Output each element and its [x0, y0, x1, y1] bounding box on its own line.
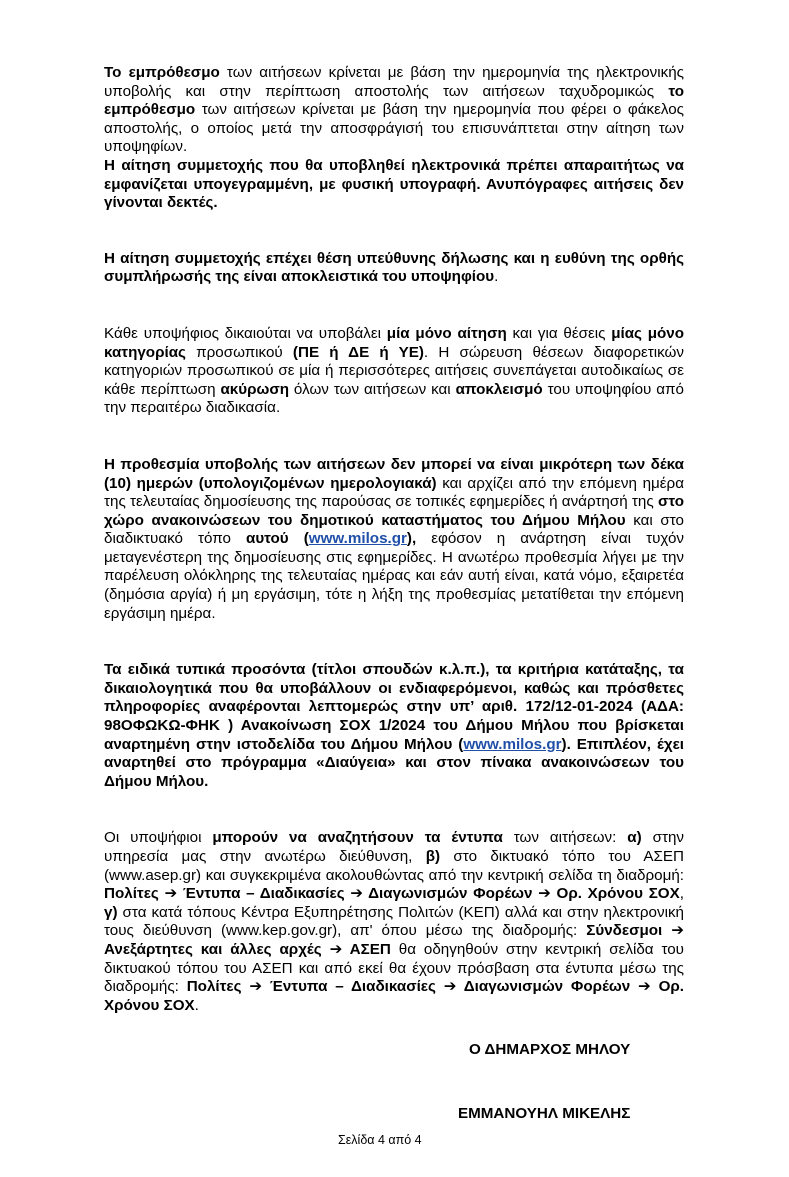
text-run: εφόσον η ανάρτηση είναι τυχόν μεταγενέστερη της δημοσίευσης στις εφημερίδες. Η ανωτέρω προθεσμία λήγει με την παρέλευση ολόκληρης της τελευταίας ημέρας και εάν αυτή είναι, κατά νόμο, εξαιρετέα (δημόσια αργία) ή μη εργάσιμη, τότε η λήξη της προθεσμίας μετατίθεται την επόμενη εργάσιμη ημέρα.	[104, 530, 684, 622]
paragraph-spacer	[104, 623, 684, 661]
text-bold: Η αίτηση συμμετοχής που θα υποβληθεί ηλεκτρονικά πρέπει απαραιτήτως να εμφανίζεται υπογεγραμμένη, με φυσική υπογραφή. Ανυπόγραφες αιτήσεις δεν γίνονται δεκτές.	[104, 156, 684, 212]
paragraph-application-forms	[104, 829, 684, 1015]
asep-path-2: Πολίτες ➔ Έντυπα – Διαδικασίες ➔ Διαγωνισμών Φορέων ➔ Ορ. Χρόνου ΣΟΧ	[104, 978, 685, 1014]
text-bold: στο χώρο ανακοινώσεων του δημοτικού καταστήματος του Δήμου Μήλου	[104, 493, 684, 529]
text-bold: Το εμπρόθεσμο	[104, 64, 220, 81]
text-run: των αιτήσεων κρίνεται με βάση την ημερομηνία που φέρει ο φάκελος αποστολής, ο οποίος μετά την αποσφράγισή του επισυνάπτεται στην αίτηση των υποψηφίων.	[104, 101, 684, 156]
text-run: των αιτήσεων κρίνεται με βάση την ημερομηνία της ηλεκτρονικής υποβολής και στην περίπτωση αποστολής των αιτήσεων ταχυδρομικώς	[104, 64, 684, 100]
paragraph-submission-period	[104, 456, 684, 623]
milos-website-link[interactable]: www.milos.gr	[463, 735, 562, 753]
text-bold: Η προθεσμία υποβολής των αιτήσεων δεν μπορεί να είναι μικρότερη των δέκα (10) ημερών (υπολογιζομένων ημερολογιακά)	[104, 455, 684, 492]
text-bold: ). Επιπλέον, έχει αναρτηθεί στο πρόγραμμα «Διαύγεια» και στον πίνακα ανακοινώσεων του Δήμου Μήλου.	[104, 735, 684, 790]
text-run: .	[194, 996, 199, 1014]
signatory-title: Ο ΔΗΜΑΡΧΟΣ ΜΗΛΟΥ	[469, 1041, 631, 1058]
paragraph-spacer	[104, 418, 684, 456]
text-run: στην υπηρεσία μας στην ανωτέρω διεύθυνση,	[104, 829, 685, 865]
text-bold: ακύρωση	[220, 380, 289, 398]
document-body	[104, 64, 684, 1015]
text-run: Οι υποψήφιοι	[104, 829, 213, 847]
text-bold: αποκλεισμό	[455, 380, 543, 398]
text-bold: Η αίτηση συμμετοχής επέχει θέση υπεύθυνης δήλωσης και η ευθύνη της ορθής συμπλήρωσής της είναι αποκλειστικά του υποψηφίου	[104, 249, 684, 286]
text-run: στα κατά τόπους Κέντρα Εξυπηρέτησης Πολιτών (ΚΕΠ) αλλά και στην ηλεκτρονική τους διεύθυνση (www.kep.gov.gr), απ' όπου μέσω της διαδρομής:	[104, 903, 684, 940]
paragraph-spacer	[104, 213, 684, 250]
text-run: και στο διαδικτυακό τόπο	[104, 511, 684, 548]
text-bold: το εμπρόθεσμο	[104, 82, 684, 119]
text-bold: μία μόνο αίτηση	[386, 324, 507, 342]
paragraph-signature-required	[104, 157, 684, 213]
text-run: ,	[679, 885, 684, 903]
kep-path: Σύνδεσμοι ➔ Ανεξάρτητες και άλλες αρχές ➔ ΑΣΕΠ	[104, 922, 684, 958]
paragraph-spacer	[104, 791, 684, 829]
paragraph-spacer	[104, 287, 684, 325]
text-run: και για θέσεις	[506, 324, 612, 342]
text-bold: α)	[627, 829, 642, 847]
milos-website-link[interactable]: www.milos.gr	[308, 530, 407, 548]
text-bold: Τα ειδικά τυπικά προσόντα (τίτλοι σπουδών κ.λ.π.), τα κριτήρια κατάταξης, τα δικαιολογητικά που θα υποβάλλουν οι ενδιαφερόμενοι, καθώς και πρόσθετες πληροφορίες αναφέρονται λεπτομερώς στην υπ’ αριθ. 172/12-01-2024 (ΑΔΑ: 98ΟΦΩΚΩ-ΦΗΚ ) Ανακοίνωση ΣΟΧ 1/2024 του Δήμου Μήλου που βρίσκεται αναρτημένη στην ιστοδελίδα του Δήμου Μήλου (	[104, 661, 684, 753]
text-run: των αιτήσεων:	[502, 829, 628, 847]
text-bold: μπορούν να αναζητήσουν τα έντυπα	[212, 829, 503, 847]
text-bold: ),	[406, 530, 417, 548]
asep-path-1: Πολίτες ➔ Έντυπα – Διαδικασίες ➔ Διαγωνισμών Φορέων ➔ Ορ. Χρόνου ΣΟΧ	[104, 885, 680, 903]
text-run: του υποψηφίου από την περαιτέρω διαδικασία.	[104, 380, 684, 417]
signatory-name: ΕΜΜΑΝΟΥΗΛ ΜΙΚΕΛΗΣ	[458, 1105, 631, 1122]
text-run: προσωπικού	[185, 343, 293, 361]
text-run: και αρχίζει από την επόμενη ημέρα της τελευταίας δημοσίευσης της παρούσας σε τοπικές εφημερίδες ή ανάρτησή της	[104, 474, 684, 511]
text-bold: μίας μόνο κατηγορίας	[104, 324, 685, 361]
page-number: Σελίδα 4 από 4	[338, 1133, 422, 1147]
text-run: . Η σώρευση θέσεων διαφορετικών κατηγοριών προσωπικού σε μία ή περισσότερες αιτήσεις συνεπάγεται αυτοδικαίως σε κάθε περίπτωση	[104, 343, 684, 398]
text-run: στο δικτυακό τόπο του ΑΣΕΠ (www.asep.gr) και συγκεκριμένα ακολουθώντας από την κεντρική σελίδα τη διαδρομή:	[104, 848, 684, 884]
text-bold: αυτού (	[246, 530, 309, 548]
paragraph-single-application	[104, 325, 684, 418]
text-bold: (ΠΕ ή ΔΕ ή ΥΕ)	[292, 343, 424, 361]
text-run: .	[494, 268, 499, 286]
paragraph-solemn-declaration	[104, 250, 684, 287]
text-run: θα οδηγηθούν στην κεντρική σελίδα του δικτυακού τόπου του ΑΣΕΠ και από εκεί θα έχουν πρόσβαση στα έντυπα μέσω της διαδρομής:	[104, 940, 684, 996]
text-run: όλων των αιτήσεων και	[289, 380, 456, 398]
paragraph-qualifications	[104, 661, 684, 791]
text-bold: γ)	[104, 903, 118, 921]
text-bold: β)	[425, 848, 441, 865]
text-run: Κάθε υποψήφιος δικαιούται να υποβάλει	[104, 324, 387, 342]
paragraph-deadline-criteria	[104, 64, 684, 157]
